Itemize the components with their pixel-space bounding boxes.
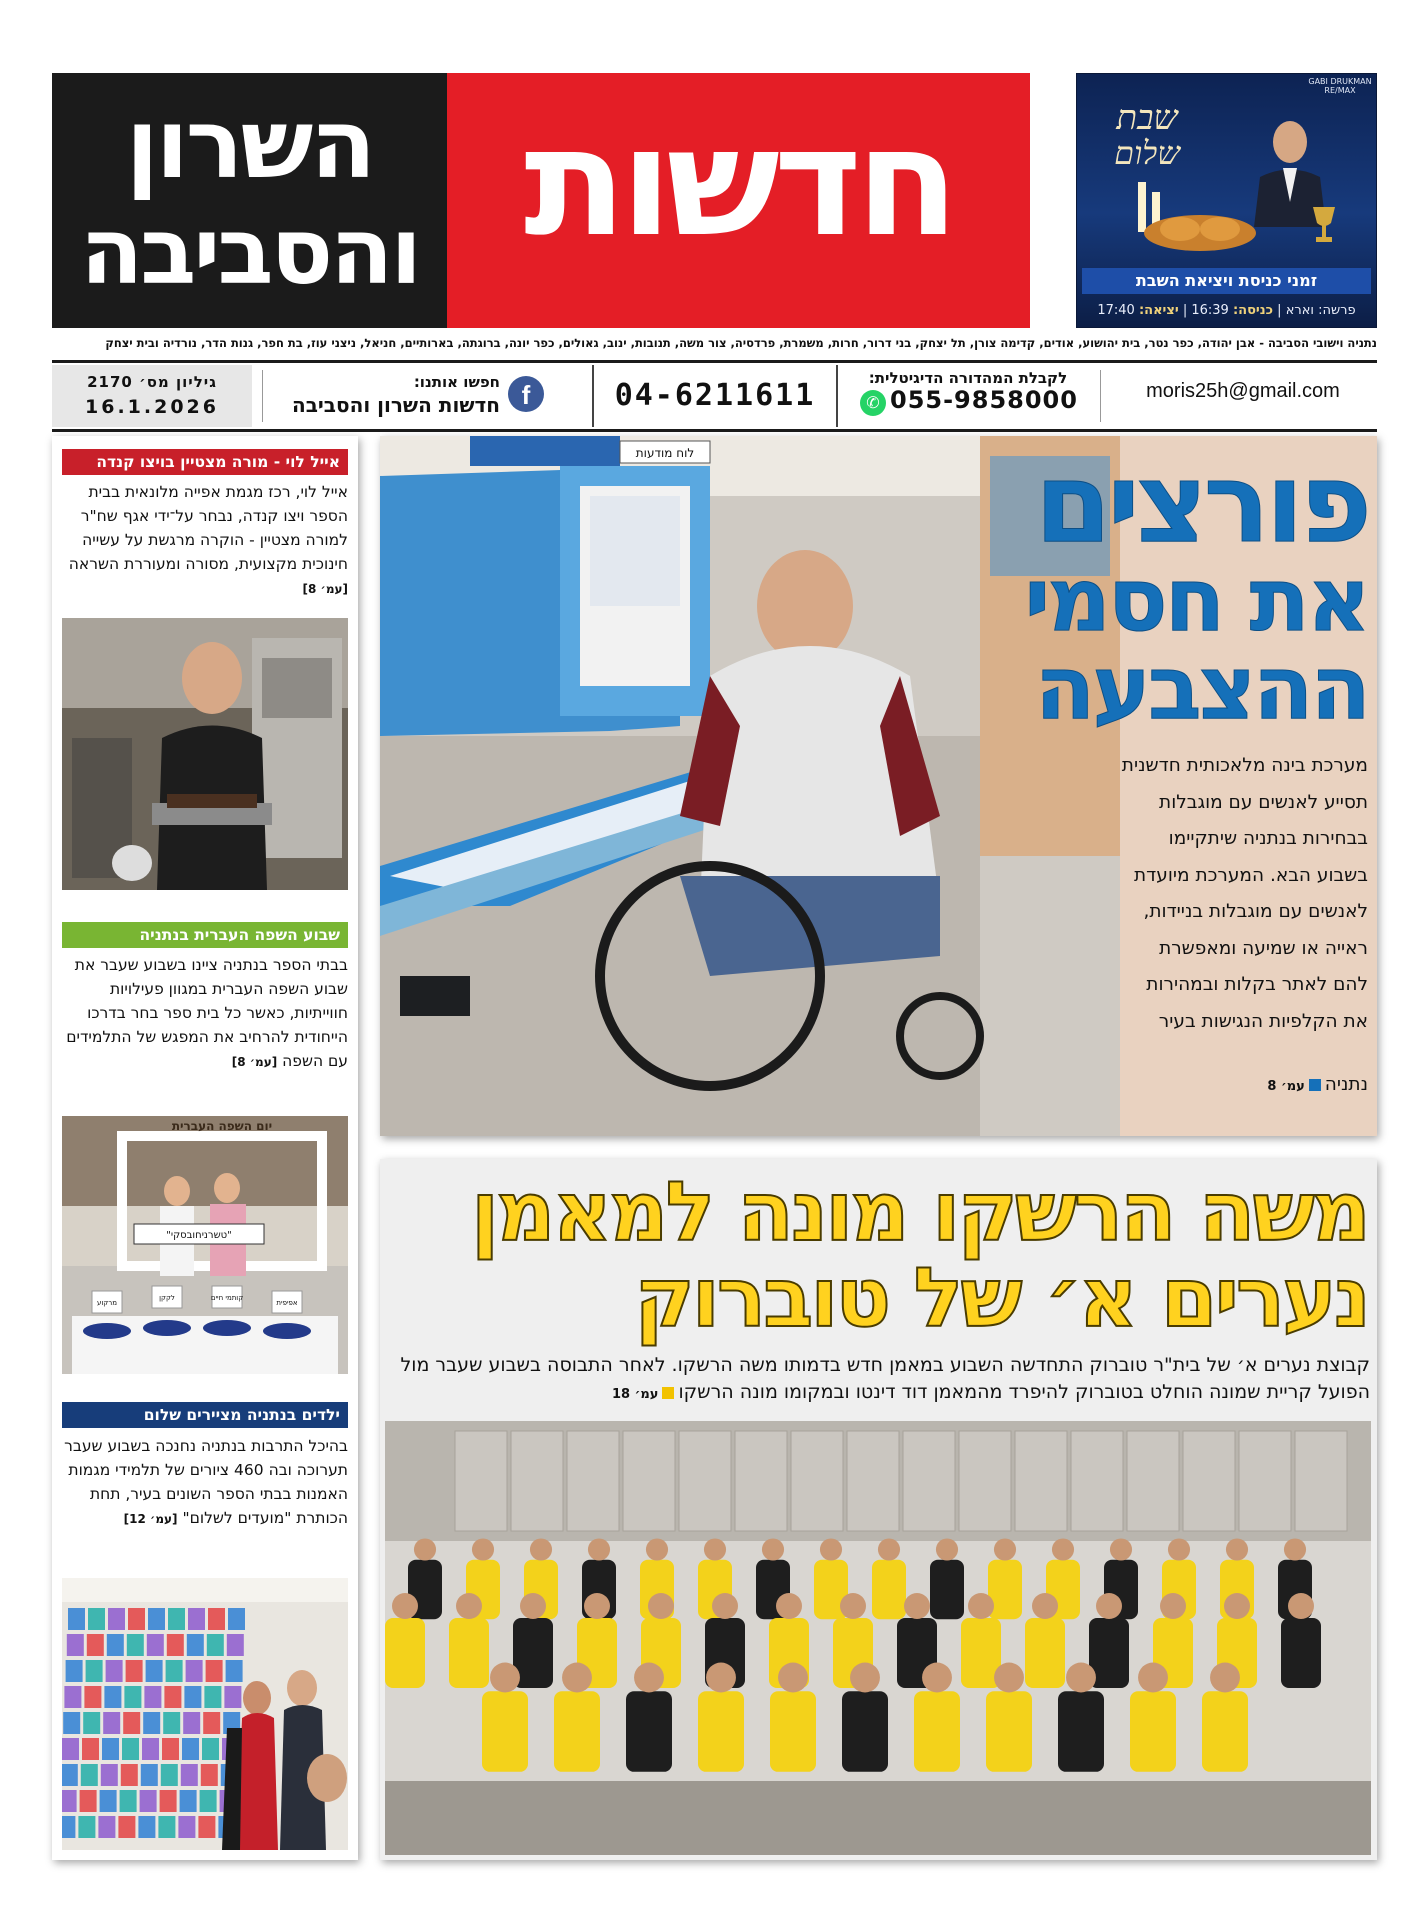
facebook-label: חפשו אותנו: <box>413 373 500 391</box>
player-head <box>1052 1538 1074 1560</box>
artwork-tile <box>142 1738 159 1760</box>
player-body <box>1025 1618 1065 1688</box>
artwork-tile <box>124 1686 141 1708</box>
locker <box>1071 1431 1123 1531</box>
artwork-tile <box>103 1712 120 1734</box>
artwork-tile <box>82 1738 99 1760</box>
teacher-photo <box>62 618 348 890</box>
artwork-tile <box>63 1712 80 1734</box>
divider <box>52 360 1377 363</box>
artwork-tile <box>62 1738 79 1760</box>
artwork-tile <box>183 1712 200 1734</box>
player-body <box>385 1618 425 1688</box>
parasha-value: וארא <box>1285 303 1314 318</box>
player-head <box>648 1593 674 1619</box>
player-body <box>770 1691 816 1772</box>
player-head <box>1032 1593 1058 1619</box>
sidebar-text-hebrew-week <box>62 953 348 1074</box>
player-head <box>530 1538 552 1560</box>
whatsapp-icon[interactable]: ✆ <box>860 390 886 416</box>
locker <box>1295 1431 1347 1531</box>
locker <box>903 1431 955 1531</box>
sidebar-body: בהיכל התרבות בנתניה נחנכה בשבוע שעבר תערוכה ובה 460 ציורים של תלמידי מגמות האמנות בבתי הספר השונים בעיר, תחת הכותרת "מועדים לשלום" <box>64 1437 348 1527</box>
divider <box>52 429 1377 432</box>
page-ref: עמ׳ 18 <box>611 1387 659 1402</box>
artwork-tile <box>104 1686 121 1708</box>
artwork-tile <box>224 1686 241 1708</box>
digital-edition-phone[interactable]: 055-9858000 <box>890 386 1078 414</box>
artwork-tile <box>180 1790 197 1812</box>
artwork-tile <box>83 1712 100 1734</box>
player-body <box>930 1560 964 1620</box>
artwork-tile <box>163 1712 180 1734</box>
sports-body-text: קבוצת נערים א׳ של בית"ר טוברוק התחדשה השבוע במאמן חדש בדמותו משה הרשקו. לאחר התבוסה בשבוע שעבר מול הפועל קריית שמונה הוחלט בטוברוק להיפרד מהמאמן דוד דינטו ובמקומו מונה הרשקו <box>400 1354 1370 1403</box>
artwork-tile <box>127 1634 144 1656</box>
page-ref: [עמ׳ 8] <box>302 582 348 596</box>
locker <box>1183 1431 1235 1531</box>
ref-city: נתניה <box>1324 1074 1368 1095</box>
artwork-tile <box>178 1816 195 1838</box>
artwork-tile <box>108 1608 125 1630</box>
player-head <box>588 1538 610 1560</box>
locker <box>567 1431 619 1531</box>
locker <box>1127 1431 1179 1531</box>
artwork-tile <box>207 1634 224 1656</box>
player-head <box>704 1538 726 1560</box>
masthead-sharon: השרון <box>125 88 374 200</box>
card-label: מרקוע <box>97 1299 117 1307</box>
locker <box>1239 1431 1291 1531</box>
artwork-tile <box>146 1660 163 1682</box>
artwork-tile <box>122 1738 139 1760</box>
artwork-tile <box>204 1686 221 1708</box>
player-head <box>1110 1538 1132 1560</box>
facebook-icon[interactable]: f <box>508 376 544 412</box>
player-body <box>482 1691 528 1772</box>
artwork-tile <box>102 1738 119 1760</box>
player-body <box>626 1691 672 1772</box>
player-head <box>1168 1538 1190 1560</box>
artwork-tile <box>198 1816 215 1838</box>
peace-art-photo <box>62 1578 348 1850</box>
artwork-tile <box>187 1634 204 1656</box>
player-head <box>1138 1663 1168 1693</box>
artwork-tile <box>226 1660 243 1682</box>
player-body <box>1058 1691 1104 1772</box>
challah-icon <box>1140 205 1260 253</box>
exit-label: יציאה: <box>1138 303 1179 318</box>
locker <box>455 1431 507 1531</box>
artwork-tile <box>184 1686 201 1708</box>
player-head <box>840 1593 866 1619</box>
artwork-tile <box>203 1712 220 1734</box>
artwork-tile <box>147 1634 164 1656</box>
bulletin-board-sign: לוח מודעות <box>635 446 695 460</box>
lead-headline-line3[interactable]: ההצבעה <box>1034 636 1368 739</box>
artwork-tile <box>148 1608 165 1630</box>
artwork-tile <box>123 1712 140 1734</box>
bullet-square-icon <box>1309 1079 1321 1091</box>
kiddush-cup-icon <box>1310 205 1338 245</box>
player-head <box>706 1663 736 1693</box>
lead-headline-line1[interactable]: פורצים <box>1034 439 1368 567</box>
exit-time: 17:40 <box>1097 303 1135 318</box>
artwork-tile <box>166 1660 183 1682</box>
player-head <box>1210 1663 1240 1693</box>
player-head <box>1226 1538 1248 1560</box>
player-head <box>922 1663 952 1693</box>
artwork-tile <box>141 1764 158 1786</box>
artwork-tile <box>107 1634 124 1656</box>
artwork-tile <box>200 1790 217 1812</box>
artwork-tile <box>168 1608 185 1630</box>
player-head <box>456 1593 482 1619</box>
contact-email[interactable]: moris25h@gmail.com <box>1146 380 1340 402</box>
artwork-tile <box>118 1816 135 1838</box>
player-body <box>842 1691 888 1772</box>
player-body <box>698 1691 744 1772</box>
locker <box>791 1431 843 1531</box>
artwork-tile <box>88 1608 105 1630</box>
artwork-tile <box>138 1816 155 1838</box>
masthead-svivah: והסביבה <box>80 198 419 305</box>
player-head <box>520 1593 546 1619</box>
player-head <box>392 1593 418 1619</box>
player-head <box>850 1663 880 1693</box>
ad-banner: זמני כניסת ויציאת השבת <box>1082 268 1371 294</box>
sidebar-text-peace-art <box>62 1434 348 1531</box>
divider <box>262 370 263 422</box>
ad-logo: GABI DRUKMAN RE/MAX <box>1308 77 1372 95</box>
locker <box>959 1431 1011 1531</box>
artwork-tile <box>98 1816 115 1838</box>
artwork-tile <box>101 1764 118 1786</box>
locker <box>1015 1431 1067 1531</box>
artwork-tile <box>126 1660 143 1682</box>
player-body <box>986 1691 1032 1772</box>
lead-headline-line2[interactable]: את חסמי <box>1024 548 1368 651</box>
artwork-tile <box>62 1764 78 1786</box>
card-label: לקקן <box>159 1294 175 1302</box>
issue-date: 16.1.2026 <box>85 396 219 418</box>
artwork-tile <box>167 1634 184 1656</box>
player-head <box>712 1593 738 1619</box>
artwork-tile <box>100 1790 117 1812</box>
digital-edition-label: לקבלת המהדורה הדיגיטלית: <box>868 369 1068 387</box>
sports-headline-line2[interactable]: נערים א׳ של טוברוק <box>634 1251 1368 1346</box>
entry-label: כניסה: <box>1232 303 1274 318</box>
player-head <box>994 1663 1024 1693</box>
artwork-tile <box>208 1608 225 1630</box>
sports-headline-line1[interactable]: משה הרשקו מונה למאמן <box>470 1165 1368 1260</box>
artwork-tile <box>228 1608 245 1630</box>
locker <box>511 1431 563 1531</box>
artwork-tile <box>106 1660 123 1682</box>
artwork-tile <box>66 1660 83 1682</box>
sidebar-text-teacher <box>62 480 348 601</box>
artwork-tile <box>128 1608 145 1630</box>
artwork-tile <box>182 1738 199 1760</box>
artwork-tile <box>162 1738 179 1760</box>
artwork-tile <box>78 1816 95 1838</box>
card-label: קותמי חיים <box>210 1294 244 1302</box>
hebrew-week-photo <box>62 1116 348 1374</box>
masthead-title: חדשות <box>524 96 953 270</box>
player-head <box>776 1593 802 1619</box>
player-body <box>449 1618 489 1688</box>
localities-line: נתניה וישובי הסביבה - אבן יהודה, כפר נטר, בית יהושוע, אודים, קדימה צורן, תל יצחק, בני דרור, חרות, משמרת, פרדסיה, צור משה, תנובות, ינוב, גאולים, כפר יונה, ברוגתה, בארותיים, חניאל, ניצני עוז, בת חפר, גנות הדר, נורדיה ובית יצחק <box>105 336 1377 350</box>
bullet-square-icon <box>662 1387 674 1399</box>
artwork-tile <box>121 1764 138 1786</box>
ad-title-shabbat: שבת <box>1116 98 1178 138</box>
artwork-tile <box>120 1790 137 1812</box>
player-head <box>878 1538 900 1560</box>
artwork-tile <box>84 1686 101 1708</box>
facebook-page-link[interactable]: חדשות השרון והסביבה <box>291 393 500 417</box>
card-label: אפיפית <box>276 1299 298 1307</box>
locker <box>735 1431 787 1531</box>
sidebar-body: בבתי הספר בנתניה ציינו בשבוע שעבר את שבוע השפה העברית במגוון פעילויות חווייתיות, כאשר כל בית ספר בחר בדרכו הייחודית להרחיב את המפגש של התלמידים עם השפה <box>66 956 348 1070</box>
divider <box>1100 370 1101 422</box>
player-head <box>414 1538 436 1560</box>
player-head <box>1160 1593 1186 1619</box>
artwork-tile <box>87 1634 104 1656</box>
player-head <box>968 1593 994 1619</box>
player-head <box>778 1663 808 1693</box>
locker <box>847 1431 899 1531</box>
office-phone[interactable]: 04-6211611 <box>614 378 816 413</box>
player-head <box>904 1593 930 1619</box>
player-head <box>1284 1538 1306 1560</box>
player-head <box>1066 1663 1096 1693</box>
sports-story-body <box>392 1352 1370 1408</box>
artwork-tile <box>202 1738 219 1760</box>
artwork-tile <box>206 1660 223 1682</box>
team-photo <box>385 1421 1371 1855</box>
artwork-tile <box>164 1686 181 1708</box>
player-head <box>562 1663 592 1693</box>
player-head <box>936 1538 958 1560</box>
player-head <box>490 1663 520 1693</box>
page-ref: עמ׳ 8 <box>1267 1079 1305 1094</box>
artwork-tile <box>160 1790 177 1812</box>
lead-story-ref <box>1120 1074 1368 1095</box>
player-head <box>1288 1593 1314 1619</box>
artwork-tile <box>62 1790 77 1812</box>
player-head <box>1096 1593 1122 1619</box>
frame-sign-text: "טשרניחובסקי" <box>166 1230 232 1241</box>
frame-top-text: יום השפה העברית <box>171 1119 273 1133</box>
sidebar-body: אייל לוי, רכז מגמת אפייה מלונאית בבית הספר ויצו קנדה, נבחר על־ידי אגף שח"ר למורה מצטיין - הוקרה מרגשת על עשייה חינוכית מקצועית, מסורה ומעוררת השראה <box>68 483 348 573</box>
player-head <box>762 1538 784 1560</box>
locker <box>623 1431 675 1531</box>
lead-story-body: מערכת בינה מלאכותית חדשנית תסייע לאנשים עם מוגבלות בבחירות בנתניה שיתקיימו בשבוע הבא. המערכת מיועדת לאנשים עם מוגבלות בניידות, ראייה או שמיעה ומאפשרת להם לאתר בקלות ובמהירות את הקלפיות הנגישות בעיר <box>1121 755 1368 1032</box>
player-body <box>914 1691 960 1772</box>
sidebar-headline-peace-art[interactable]: ילדים בנתניה מציירים שלום <box>62 1402 348 1428</box>
artwork-tile <box>140 1790 157 1812</box>
artwork-tile <box>81 1764 98 1786</box>
player-body <box>554 1691 600 1772</box>
entry-time: 16:39 <box>1191 303 1229 318</box>
artwork-tile <box>143 1712 160 1734</box>
player-body <box>1202 1691 1248 1772</box>
player-head <box>646 1538 668 1560</box>
player-head <box>820 1538 842 1560</box>
artwork-tile <box>161 1764 178 1786</box>
locker <box>679 1431 731 1531</box>
player-head <box>994 1538 1016 1560</box>
artwork-tile <box>201 1764 218 1786</box>
player-head <box>472 1538 494 1560</box>
issue-number: גיליון מס׳ 2170 <box>87 373 217 391</box>
artwork-tile <box>188 1608 205 1630</box>
artwork-tile <box>181 1764 198 1786</box>
shabbat-times: פרשה: וארא | כניסה: 16:39 | יציאה: 17:40 <box>1097 303 1356 318</box>
player-head <box>584 1593 610 1619</box>
artwork-tile <box>186 1660 203 1682</box>
artwork-tile <box>144 1686 161 1708</box>
player-head <box>1224 1593 1250 1619</box>
sidebar-headline-teacher[interactable]: אייל לוי - מורה מצטיין בויצו קנדה <box>62 449 348 475</box>
artwork-tile <box>158 1816 175 1838</box>
player-body <box>1130 1691 1176 1772</box>
player-body <box>872 1560 906 1620</box>
page-ref: [עמ׳ 8] <box>231 1055 278 1069</box>
artwork-tile <box>62 1816 75 1838</box>
player-body <box>1281 1618 1321 1688</box>
artwork-tile <box>227 1634 244 1656</box>
artwork-tile <box>64 1686 81 1708</box>
artwork-tile <box>80 1790 97 1812</box>
artwork-tile <box>68 1608 85 1630</box>
player-head <box>634 1663 664 1693</box>
artwork-tile <box>67 1634 84 1656</box>
artwork-tile <box>86 1660 103 1682</box>
page-ref: [עמ׳ 12] <box>123 1512 178 1526</box>
sidebar-headline-hebrew-week[interactable]: שבוע השפה העברית בנתניה <box>62 922 348 948</box>
parasha-label: פרשה: <box>1318 303 1356 318</box>
ad-title-shalom: שלום <box>1114 134 1180 172</box>
